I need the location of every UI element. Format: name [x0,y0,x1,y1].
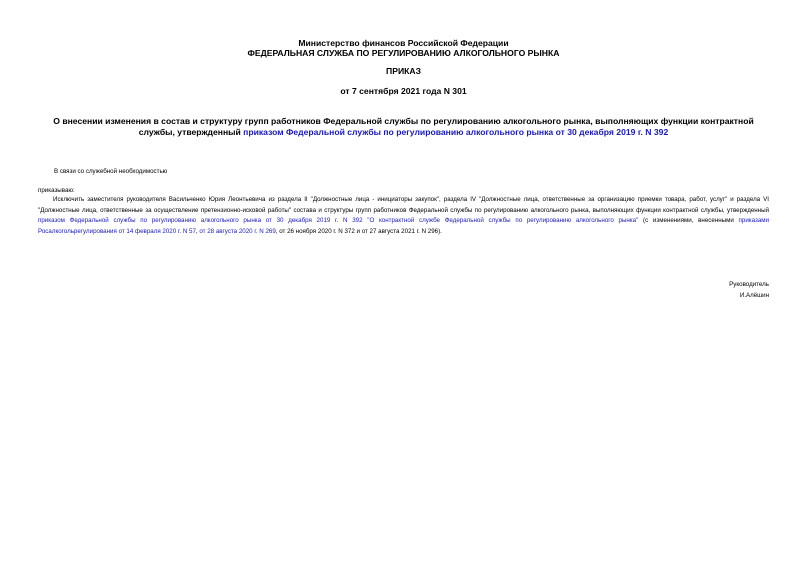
ministry-heading: Министерство финансов Российской Федерации [298,38,509,48]
body-link-order-57[interactable]: приказами Росалкогольрегулирования от 14 февраля 2020 г. N 57 [38,217,769,235]
body-text-part3: , от 26 ноября 2020 г. N 372 и от 27 августа 2021 г. N 296). [275,227,442,235]
order-body-paragraph [38,195,769,237]
service-heading: ФЕДЕРАЛЬНАЯ СЛУЖБА ПО РЕГУЛИРОВАНИЮ АЛКОГОЛЬНОГО РЫНКА [247,48,560,58]
body-link-order-392[interactable]: приказом Федеральной службы по регулированию алкогольного рынка от 30 декабря 2019 г. N 392 "О контрактной службе Федеральной службы по регулированию алкогольного рынка" [38,217,639,225]
order-word: приказываю: [38,187,75,194]
title-text: О внесении изменения в состав и структуру групп работников Федеральной службы по регулированию алкогольного рынка, выполняющих функции контрактной службы, утвержденный [53,116,754,137]
document-title [38,116,769,138]
body-text-part2: (с изменениями, внесенными [638,217,739,225]
document-type: ПРИКАЗ [386,66,421,76]
body-text-sep1: , [195,227,200,235]
signature-position: Руководитель [729,281,769,288]
signature-name: И.Алёшин [739,292,769,299]
body-text-part1: Исключить заместителя руководителя Васильченко Юрия Леонтьевича из раздела II "Должностные лица - инициаторы закупок", раздела IV "Должностные лица, ответственные за организацию приемки товара, работ, услуг" и раздела VI "Должностные лица, ответственные за осуществление претензионно-исковой работы" состава и структуры групп работников Федеральной службы по регулированию алкогольного рынка, выполняющих функции контрактной службы, утвержденный [38,196,769,214]
preamble-text: В связи со служебной необходимостью [54,168,168,175]
document-date-number: от 7 сентября 2021 года N 301 [340,86,467,96]
body-link-order-269[interactable]: от 28 августа 2020 г. N 269 [199,227,276,235]
title-order-link[interactable]: приказом Федеральной службы по регулированию алкогольного рынка от 30 декабря 2019 г. N 392 [243,127,669,137]
